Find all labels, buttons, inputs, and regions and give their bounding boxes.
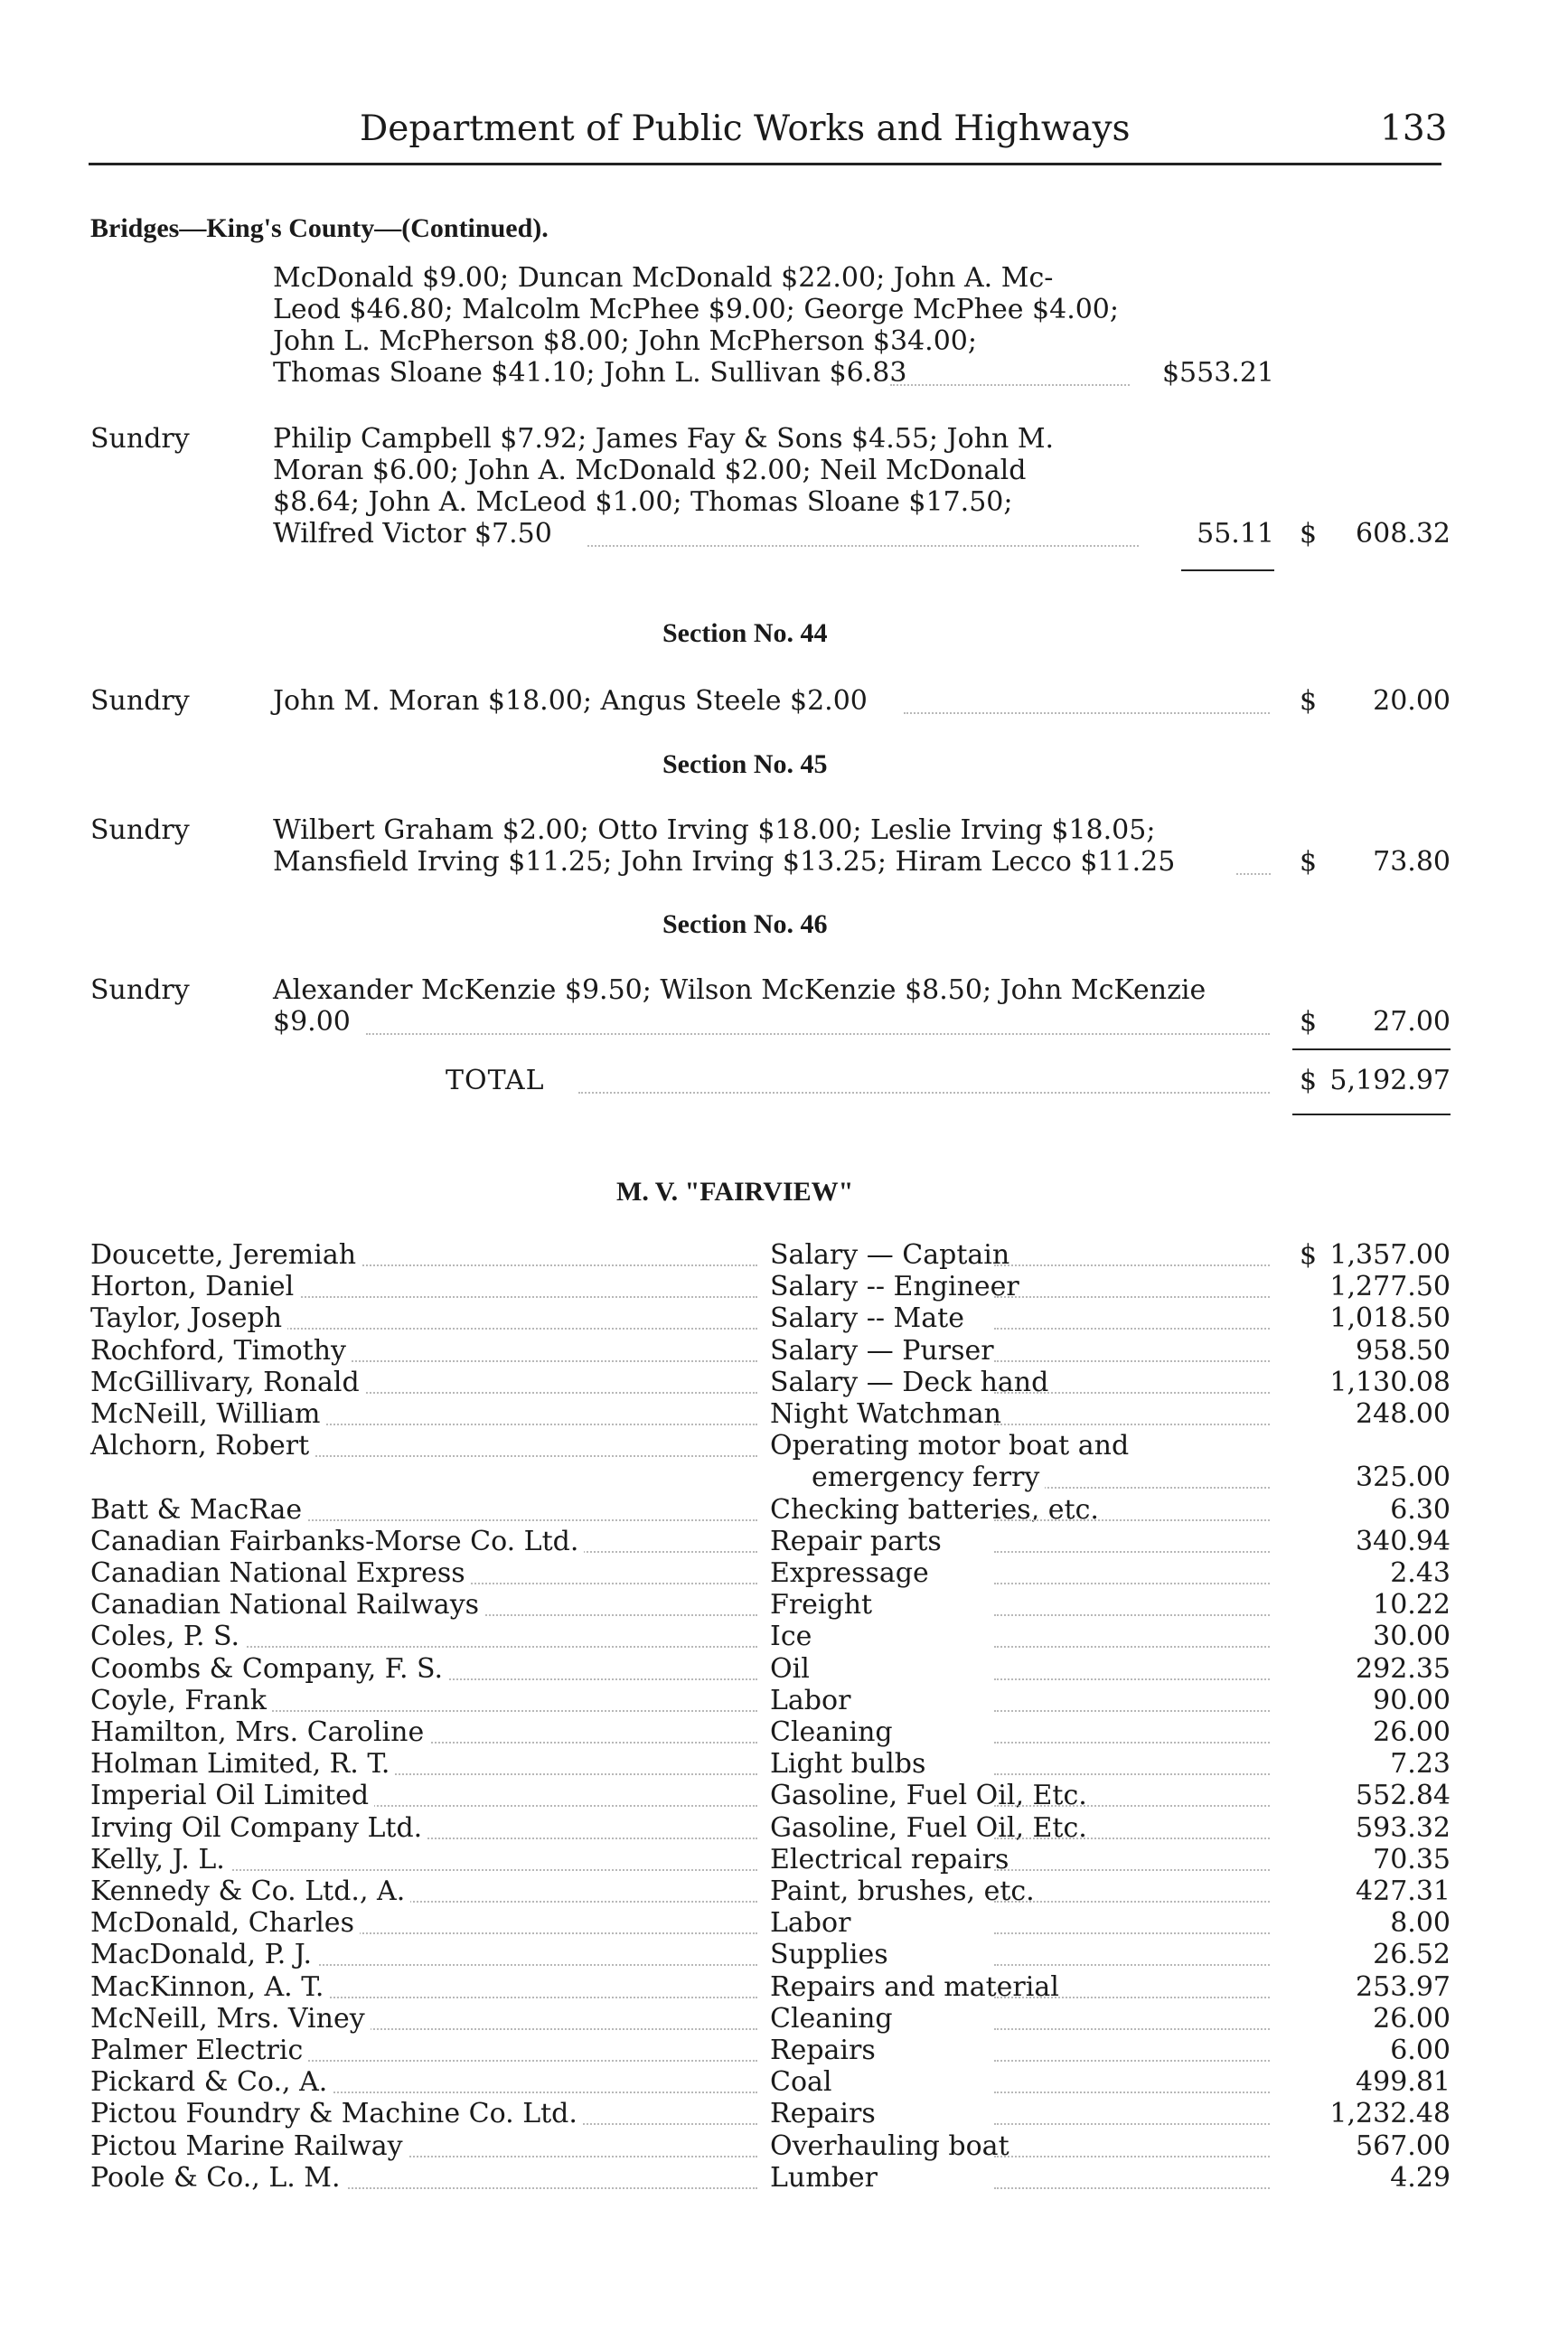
ledger-description: Checking batteries, etc.	[770, 1494, 1104, 1526]
ledger-description: Coal	[770, 2066, 838, 2098]
section-label: Sundry	[90, 974, 190, 1006]
leader-dots	[994, 1264, 1270, 1266]
leader-dots	[994, 1742, 1270, 1744]
ledger-description: Supplies	[770, 1939, 894, 1970]
ledger-amount: 248.00	[1356, 1398, 1451, 1430]
ledger-amount: 30.00	[1373, 1621, 1451, 1652]
section-currency: $	[1300, 685, 1318, 717]
total-amount: 5,192.97	[1329, 1065, 1451, 1096]
leader-dots	[994, 1424, 1270, 1425]
ledger-description: Labor	[770, 1907, 856, 1939]
ledger-description: Gasoline, Fuel Oil, Etc.	[770, 1780, 1093, 1811]
leader-dots	[994, 1838, 1270, 1839]
section-title: Section No. 45	[662, 749, 828, 779]
section-title: Section No. 44	[662, 618, 828, 648]
ledger-name: Hamilton, Mrs. Caroline	[90, 1716, 429, 1748]
header-rule	[89, 163, 1441, 165]
sundry-currency: $	[1300, 518, 1318, 550]
leader-dots	[994, 1519, 1270, 1521]
ledger-name: Coles, P. S.	[90, 1621, 245, 1652]
leader-dots	[994, 2156, 1270, 2157]
ledger-name: Kelly, J. L.	[90, 1844, 230, 1875]
leader-dots	[994, 1869, 1270, 1871]
ledger-description: Night Watchman	[770, 1398, 1007, 1430]
section-label: Sundry	[90, 814, 190, 846]
ledger-description: emergency ferry	[812, 1462, 1045, 1493]
ledger-amount: 552.84	[1356, 1780, 1451, 1811]
ledger-description: Cleaning	[770, 2003, 898, 2035]
ledger-description: Operating motor boat and	[770, 1430, 1134, 1462]
page-title: Department of Public Works and Highways	[360, 108, 1131, 149]
ledger-name: Poole & Co., L. M.	[90, 2162, 346, 2194]
leader-dots	[994, 1551, 1270, 1553]
vessel-heading: M. V. "FAIRVIEW"	[616, 1177, 854, 1207]
ledger-description: Repairs	[770, 2098, 881, 2129]
ledger-amount: 26.00	[1373, 1716, 1451, 1748]
ledger-amount: 26.52	[1373, 1939, 1451, 1970]
ledger-amount: 1,357.00	[1329, 1239, 1451, 1271]
leader-dots	[994, 1932, 1270, 1934]
section-currency: $	[1300, 846, 1318, 878]
ledger-name: MacDonald, P. J.	[90, 1939, 317, 1970]
ledger-amount: 10.22	[1373, 1589, 1451, 1621]
ledger-name: McGillivary, Ronald	[90, 1367, 365, 1398]
ledger-amount: 4.29	[1390, 2162, 1451, 2194]
section-amount: 27.00	[1373, 1006, 1451, 1038]
ledger-amount: 2.43	[1390, 1557, 1451, 1589]
leader-dots	[994, 1964, 1270, 1966]
ledger-amount: 7.23	[1390, 1748, 1451, 1780]
ledger-amount: 567.00	[1356, 2130, 1451, 2162]
leader-dots	[994, 1997, 1270, 1998]
leader-dots	[994, 1360, 1270, 1362]
ledger-description: Freight	[770, 1589, 878, 1621]
ledger-name: Rochford, Timothy	[90, 1335, 352, 1367]
ledger-amount: 499.81	[1356, 2066, 1451, 2098]
ledger-description: Overhauling boat	[770, 2130, 1015, 2162]
leader-dots	[890, 384, 1130, 386]
total-rule-top	[1292, 1048, 1451, 1050]
ledger-description: Salary — Captain	[770, 1239, 1015, 1271]
ledger-amount: 593.32	[1356, 1812, 1451, 1844]
ledger-name: Coombs & Company, F. S.	[90, 1653, 448, 1685]
ledger-name: Palmer Electric	[90, 2035, 308, 2066]
leader-dots	[994, 1583, 1270, 1584]
ledger-name: McNeill, William	[90, 1398, 325, 1430]
total-rule-bottom	[1292, 1114, 1451, 1115]
ledger-name: Irving Oil Company Ltd.	[90, 1812, 427, 1844]
ledger-name: Kennedy & Co. Ltd., A.	[90, 1875, 410, 1907]
sundry-amount: 55.11	[1197, 518, 1274, 550]
section-heading-continued: Bridges—King's County—(Continued).	[90, 213, 549, 243]
leader-dots	[994, 1296, 1270, 1298]
leader-dots	[994, 1773, 1270, 1775]
leader-dots	[994, 1901, 1270, 1903]
ledger-name: Canadian National Express	[90, 1557, 471, 1589]
ledger-description: Oil	[770, 1653, 815, 1685]
sundry-total: 608.32	[1356, 518, 1451, 550]
first-block-line: McDonald $9.00; Duncan McDonald $22.00; John A. Mc-	[273, 262, 1054, 294]
page-number: 133	[1380, 108, 1448, 149]
ledger-description: Salary — Purser	[770, 1335, 1000, 1367]
leader-dots	[994, 1614, 1270, 1616]
sundry-label: Sundry	[90, 423, 190, 455]
leader-dots	[994, 1328, 1270, 1330]
leader-dots	[994, 2123, 1270, 2125]
leader-dots	[994, 2028, 1270, 2030]
leader-dots	[366, 1033, 1270, 1035]
subtotal-rule	[1181, 569, 1274, 571]
sundry-line: Philip Campbell $7.92; James Fay & Sons $4.55; John M.	[273, 423, 1055, 455]
ledger-amount: 340.94	[1356, 1526, 1451, 1557]
leader-dots	[994, 1710, 1270, 1712]
ledger-amount: 253.97	[1356, 1971, 1451, 2003]
ledger-name: Batt & MacRae	[90, 1494, 307, 1526]
leader-dots	[994, 2187, 1270, 2189]
leader-dots	[994, 1805, 1270, 1807]
leader-dots	[994, 2060, 1270, 2062]
ledger-description: Light bulbs	[770, 1748, 931, 1780]
first-block-line: Thomas Sloane $41.10; John L. Sullivan $6.83	[273, 357, 907, 389]
ledger-amount: 1,130.08	[1329, 1367, 1451, 1398]
leader-dots	[994, 1646, 1270, 1648]
ledger-name: McNeill, Mrs. Viney	[90, 2003, 371, 2035]
sundry-line: $8.64; John A. McLeod $1.00; Thomas Sloane $17.50;	[273, 486, 1013, 518]
total-label: TOTAL	[446, 1065, 545, 1096]
ledger-amount: 70.35	[1373, 1844, 1451, 1875]
first-block-line: John L. McPherson $8.00; John McPherson $34.00;	[273, 325, 978, 357]
ledger-description: Electrical repairs	[770, 1844, 1014, 1875]
first-block-line: Leod $46.80; Malcolm McPhee $9.00; George McPhee $4.00;	[273, 294, 1120, 325]
ledger-amount: 1,232.48	[1329, 2098, 1451, 2129]
ledger-description: Labor	[770, 1685, 856, 1716]
section-line: $9.00	[273, 1006, 351, 1038]
leader-dots	[994, 2092, 1270, 2093]
sundry-line: Wilfred Victor $7.50	[273, 518, 552, 550]
ledger-description: Ice	[770, 1621, 817, 1652]
ledger-name: Pictou Marine Railway	[90, 2130, 408, 2162]
leader-dots	[994, 1392, 1270, 1394]
ledger-name: Canadian National Railways	[90, 1589, 484, 1621]
section-currency: $	[1300, 1006, 1318, 1038]
ledger-name: Doucette, Jeremiah	[90, 1239, 361, 1271]
ledger-description: Salary -- Engineer	[770, 1271, 1025, 1302]
section-line: Wilbert Graham $2.00; Otto Irving $18.00; Leslie Irving $18.05;	[273, 814, 1156, 846]
section-amount: 73.80	[1373, 846, 1451, 878]
leader-dots	[587, 545, 1139, 547]
ledger-name: McDonald, Charles	[90, 1907, 360, 1939]
ledger-name: Pickard & Co., A.	[90, 2066, 333, 2098]
ledger-amount: 292.35	[1356, 1653, 1451, 1685]
ledger-name: Taylor, Joseph	[90, 1302, 287, 1334]
total-currency: $	[1300, 1065, 1318, 1096]
ledger-name: Alchorn, Robert	[90, 1430, 315, 1462]
ledger-amount: 8.00	[1390, 1907, 1451, 1939]
ledger-currency: $	[1300, 1239, 1318, 1271]
section-line: Mansfield Irving $11.25; John Irving $13.25; Hiram Lecco $11.25	[273, 846, 1176, 878]
ledger-description: Paint, brushes, etc.	[770, 1875, 1040, 1907]
ledger-name: Pictou Foundry & Machine Co. Ltd.	[90, 2098, 583, 2129]
section-line: John M. Moran $18.00; Angus Steele $2.00	[273, 685, 868, 717]
ledger-description: Salary -- Mate	[770, 1302, 970, 1334]
ledger-name: MacKinnon, A. T.	[90, 1971, 329, 2003]
first-block-amount: $553.21	[1161, 357, 1274, 389]
ledger-amount: 90.00	[1373, 1685, 1451, 1716]
sundry-line: Moran $6.00; John A. McDonald $2.00; Neil McDonald	[273, 455, 1027, 486]
ledger-name: Imperial Oil Limited	[90, 1780, 374, 1811]
ledger-description: Repairs	[770, 2035, 881, 2066]
ledger-description: Cleaning	[770, 1716, 898, 1748]
ledger-name: Horton, Daniel	[90, 1271, 299, 1302]
ledger-name: Holman Limited, R. T.	[90, 1748, 395, 1780]
section-line: Alexander McKenzie $9.50; Wilson McKenzie $8.50; John McKenzie	[273, 974, 1207, 1006]
ledger-amount: 6.30	[1390, 1494, 1451, 1526]
ledger-amount: 958.50	[1356, 1335, 1451, 1367]
ledger-amount: 6.00	[1390, 2035, 1451, 2066]
ledger-amount: 1,277.50	[1329, 1271, 1451, 1302]
leader-dots	[578, 1092, 1270, 1094]
ledger-amount: 325.00	[1356, 1462, 1451, 1493]
leader-dots	[904, 712, 1270, 714]
ledger-amount: 1,018.50	[1329, 1302, 1451, 1334]
ledger-description: Repairs and material	[770, 1971, 1065, 2003]
leader-dots	[1236, 873, 1271, 875]
ledger-description: Gasoline, Fuel Oil, Etc.	[770, 1812, 1093, 1844]
ledger-description: Salary — Deck hand	[770, 1367, 1054, 1398]
ledger-description: Repair parts	[770, 1526, 947, 1557]
ledger-amount: 427.31	[1356, 1875, 1451, 1907]
section-title: Section No. 46	[662, 909, 828, 939]
section-label: Sundry	[90, 685, 190, 717]
leader-dots	[994, 1678, 1270, 1680]
ledger-amount: 26.00	[1373, 2003, 1451, 2035]
section-amount: 20.00	[1373, 685, 1451, 717]
ledger-name: Coyle, Frank	[90, 1685, 272, 1716]
ledger-description: Expressage	[770, 1557, 934, 1589]
ledger-name: Canadian Fairbanks-Morse Co. Ltd.	[90, 1526, 584, 1557]
ledger-description: Lumber	[770, 2162, 883, 2194]
